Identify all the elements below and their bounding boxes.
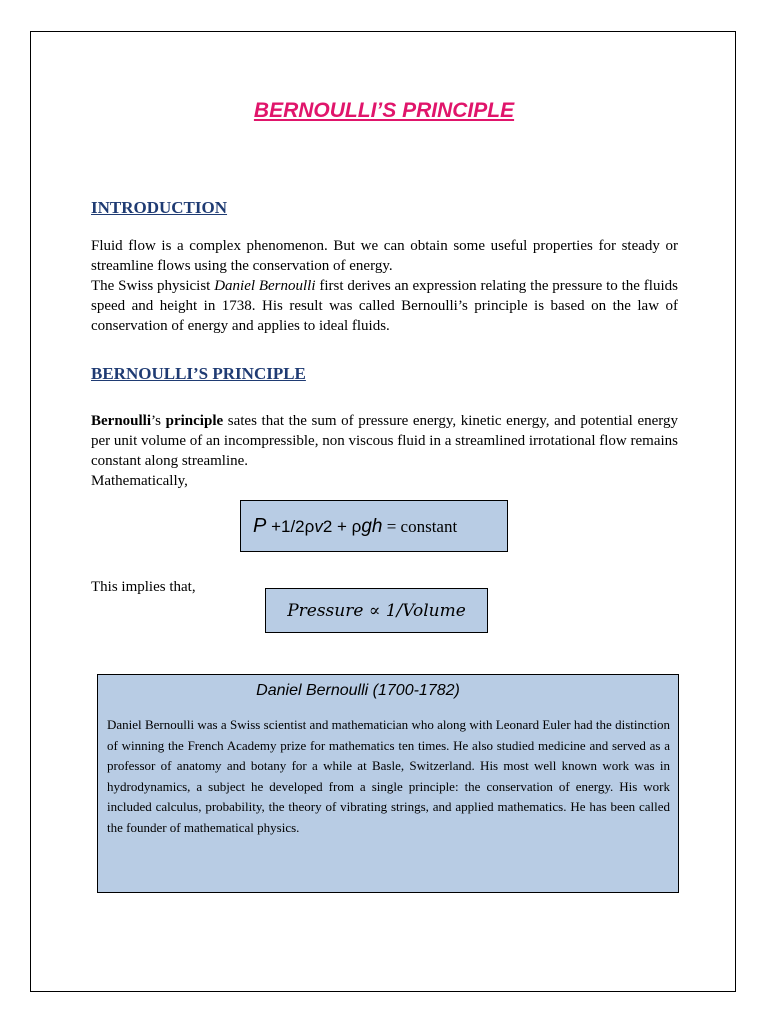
formula-v: v bbox=[314, 516, 323, 536]
pressure-volume-box bbox=[265, 588, 488, 633]
biography-box bbox=[97, 674, 679, 893]
intro-paragraph-2 bbox=[91, 276, 678, 336]
principle-text bbox=[91, 411, 678, 491]
introduction-heading: INTRODUCTION bbox=[91, 198, 228, 217]
page-title: BERNOULLI’S PRINCIPLE bbox=[253, 99, 515, 122]
mathematically-label: Mathematically, bbox=[91, 473, 188, 489]
pressure-volume-relation: Pressure ∝ 1/Volume bbox=[287, 600, 466, 621]
principle-heading: BERNOULLI’S PRINCIPLE bbox=[91, 364, 306, 383]
formula-part: 2 + ρ bbox=[322, 516, 362, 536]
physicist-name: Daniel Bernoulli bbox=[214, 278, 316, 294]
bernoulli-equation bbox=[253, 515, 457, 538]
bernoulli-equation-box bbox=[240, 500, 508, 552]
intro-text-part: first derives an expression relating the pressure to the fluids speed and height in 1738. His result was called Bernoulli’s principle is based on the law of conservation of energy and applies to ideal fluids. bbox=[91, 278, 678, 334]
implies-text: This implies that, bbox=[91, 579, 196, 595]
formula-gh: gh bbox=[361, 515, 383, 537]
intro-text-part: The Swiss physicist bbox=[91, 278, 215, 294]
formula-constant: = constant bbox=[382, 516, 458, 536]
principle-paragraph: Bernoulli’s principle sates that the sum of pressure energy, kinetic energy, and potential energy per unit volume of an incompressible, non viscous fluid in a streamlined irrotational flow remains constant along streamline. bbox=[91, 413, 678, 469]
formula-part: +1/2ρ bbox=[266, 516, 315, 536]
bernoulli-bold: Bernoulli bbox=[91, 413, 152, 429]
biography-text: Daniel Bernoulli was a Swiss scientist and mathematician who along with Leonard Euler had the distinction of winning the French Academy prize for mathematics ten times. He also studied medicine and served as a professor of anatomy and botany for a while at Basle, Switzerland. His most well known work was in hydrodynamics, a subject he developed from a single principle: the conservation of energy. His work included calculus, probability, the theory of vibrating strings, and applied mathematics. He has been called the founder of mathematical physics. bbox=[107, 717, 670, 835]
introduction-text bbox=[91, 236, 678, 336]
principle-statement: sates that the sum of pressure energy, kinetic energy, and potential energy per unit volume of an incompressible, non viscous fluid in a streamlined irrotational flow remains constant along streamline. bbox=[91, 413, 678, 469]
formula-p: P bbox=[253, 514, 267, 537]
biography-title: Daniel Bernoulli (1700-1782) bbox=[256, 682, 460, 699]
intro-paragraph-1: Fluid flow is a complex phenomenon. But we can obtain some useful properties for steady or streamline flows using the conservation of energy. bbox=[91, 238, 678, 274]
principle-bold: principle bbox=[165, 413, 224, 429]
